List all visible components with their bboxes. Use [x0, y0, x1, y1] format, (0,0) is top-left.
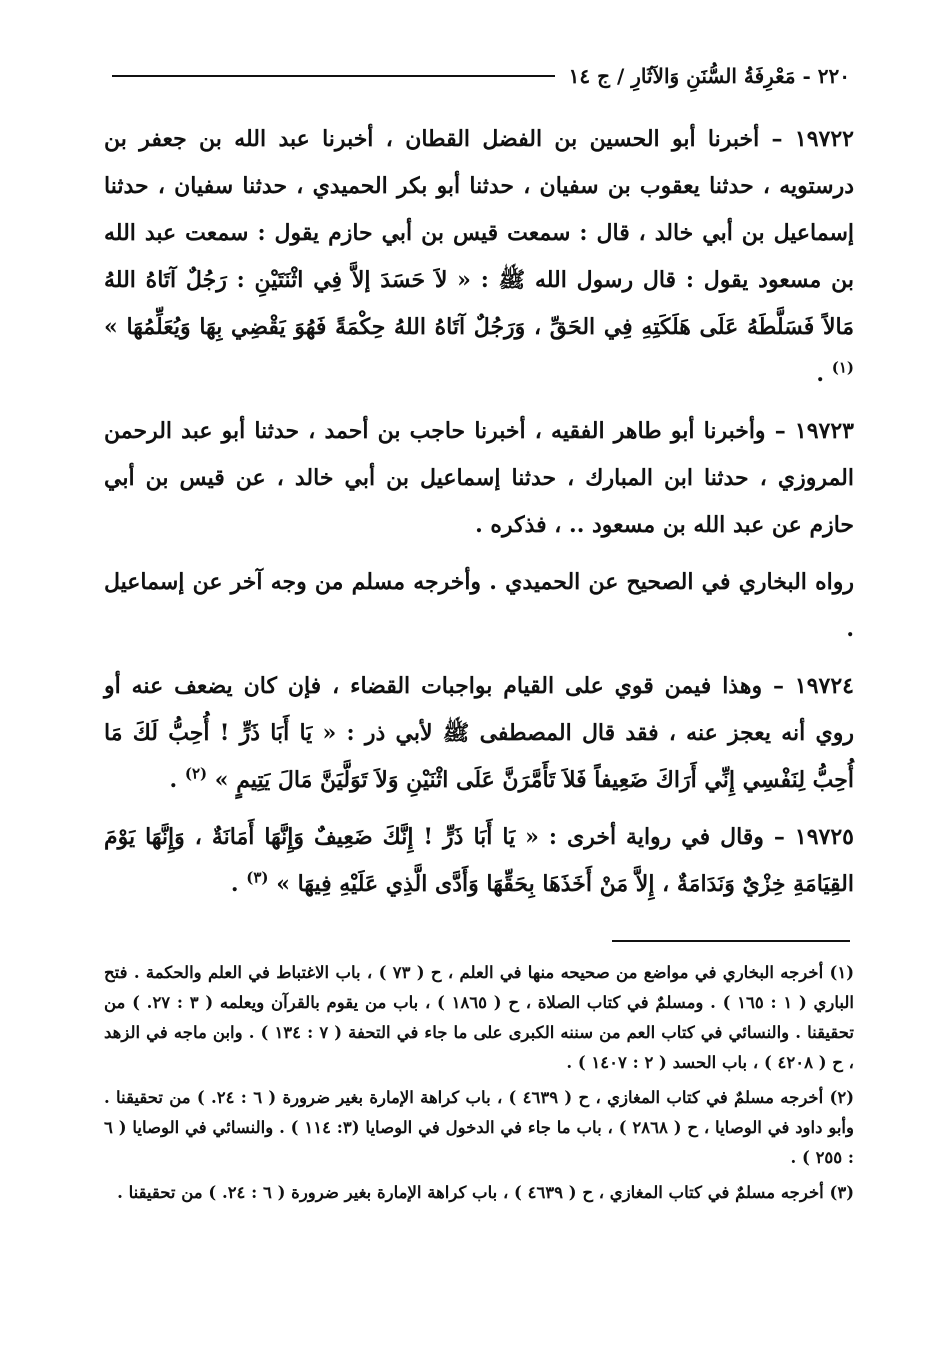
hadith-number: ١٩٧٢٥ [794, 824, 854, 850]
footnote: (١) أخرجه البخاري في مواضع من صحيحه منها في العلم ، ح ( ٧٣ ) ، باب الاغتباط في العلم والحكمة . فتح الباري ( ١ : ١٦٥ ) . ومسلمٌ في كتاب الصلاة ، ح ( ١٨٦٥ ) ، باب من يقوم بالقرآن ويعلمه ( ٣ : ٢٧. ) من تحقيقنا . والنسائي في كتاب العم من سننه الكبرى على ما جاء في التحفة ( ٧ : ١٣٤ ) . وابن ماجه في الزهد ، ح ( ٤٢٠٨ ) ، باب الحسد ( ٢ : ١٤٠٧ ) . [104, 963, 855, 1072]
paragraph-end: . [169, 767, 185, 793]
hadith-paragraph [104, 663, 854, 804]
paragraph-end: . [230, 871, 247, 897]
footnote-ref: (٢) [184, 764, 208, 783]
main-text [104, 116, 854, 918]
paragraph-end: . [816, 361, 832, 387]
hadith-number: ١٩٧٢٤ [794, 673, 854, 699]
footnote-separator [612, 940, 850, 942]
footnote: (٢) أخرجه مسلمٌ في كتاب المغازي ، ح ( ٤٦٣٩ ) ، باب كراهة الإمارة بغير ضرورة ( ٦ : ٢٤. ) من تحقيقنا . وأبو داود في الوصايا ، ح ( ٢٨٦٨ ) ، باب ما جاء في الدخول في الوصايا (٣: ١١٤ ) . والنسائي في الوصايا ( ٦ : ٢٥٥ ) . [104, 1088, 855, 1167]
commentary-text: رواه البخاري في الصحيح عن الحميدي . وأخرجه مسلم من وجه آخر عن إسماعيل . [104, 569, 854, 642]
running-title: ٢٢٠ - مَعْرِفَةُ السُّنَنِ وَالآثَارِ / ج ١٤ [568, 64, 850, 88]
header-rule [112, 75, 555, 77]
footnote: (٣) أخرجه مسلمٌ في كتاب المغازي ، ح ( ٤٦٣٩ ) ، باب كراهة الإمارة بغير ضرورة ( ٦ : ٢٤. ) من تحقيقنا . [117, 1183, 854, 1202]
hadith-text: – وقال في رواية أخرى : « يَا أَبَا ذَرٍّ ! إِنَّكَ ضَعِيفٌ وَإِنَّهَا أَمَانَةٌ ، وَإِنَّهَا يَوْمَ القِيَامَةِ خِزْيٌ وَنَدَامَةٌ ، إِلاَّ مَنْ أَخَذَهَا بِحَقِّهَا وَأَدَّى الَّذِي عَلَيْهِ فِيهَا » [104, 824, 854, 897]
page-header [112, 56, 850, 96]
commentary-paragraph [104, 559, 854, 653]
hadith-text: – وهذا فيمن قوي على القيام بواجبات القضاء ، فإن كان يضعف عنه أو روي أنه يعجز عنه ، فقد قال المصطفى ﷺ لأبي ذر : « يَا أَبَا ذَرٍّ ! أُحِبُّ لَكَ مَا أُحِبُّ لِنَفْسِي إِنِّي أَرَاكَ ضَعِيفاً فَلاَ تَأَمَّرَنَّ عَلَى اثْنَيْنِ وَلاَ تَوَلَّيَنَّ مَالَ يَتِيمٍ » [104, 673, 854, 793]
hadith-number: ١٩٧٢٢ [794, 126, 854, 152]
footnote-ref: (١) [831, 358, 854, 377]
footnote-ref: (٣) [246, 868, 269, 887]
hadith-paragraph [104, 814, 854, 908]
hadith-paragraph [104, 116, 854, 398]
hadith-text: – وأخبرنا أبو طاهر الفقيه ، أخبرنا حاجب بن أحمد ، حدثنا أبو عبد الرحمن المروزي ، حدثنا ابن المبارك ، حدثنا إسماعيل بن أبي خالد ، عن قيس بن أبي حازم عن عبد الله بن مسعود .. ، فذكره . [104, 418, 854, 538]
hadith-text: – أخبرنا أبو الحسين بن الفضل القطان ، أخبرنا عبد الله بن جعفر بن درستويه ، حدثنا يعقوب بن سفيان ، حدثنا أبو بكر الحميدي ، حدثنا سفيان ، حدثنا إسماعيل بن أبي خالد ، قال : سمعت قيس بن أبي حازم يقول : سمعت عبد الله بن مسعود يقول : قال رسول الله ﷺ : « لاَ حَسَدَ إلاَّ فِي اثْنَتَيْنِ : رَجُلٌ آتَاهُ اللهُ مَالاً فَسَلَّطَهُ عَلَى هَلَكَتِهِ فِي الحَقِّ ، وَرَجُلٌ آتَاهُ اللهُ حِكْمَةً فَهُوَ يَقْضِي بِهَا وَيُعَلِّمُهَا » [104, 126, 854, 340]
footnotes [104, 958, 854, 1213]
hadith-paragraph [104, 408, 854, 549]
hadith-number: ١٩٧٢٣ [794, 418, 854, 444]
